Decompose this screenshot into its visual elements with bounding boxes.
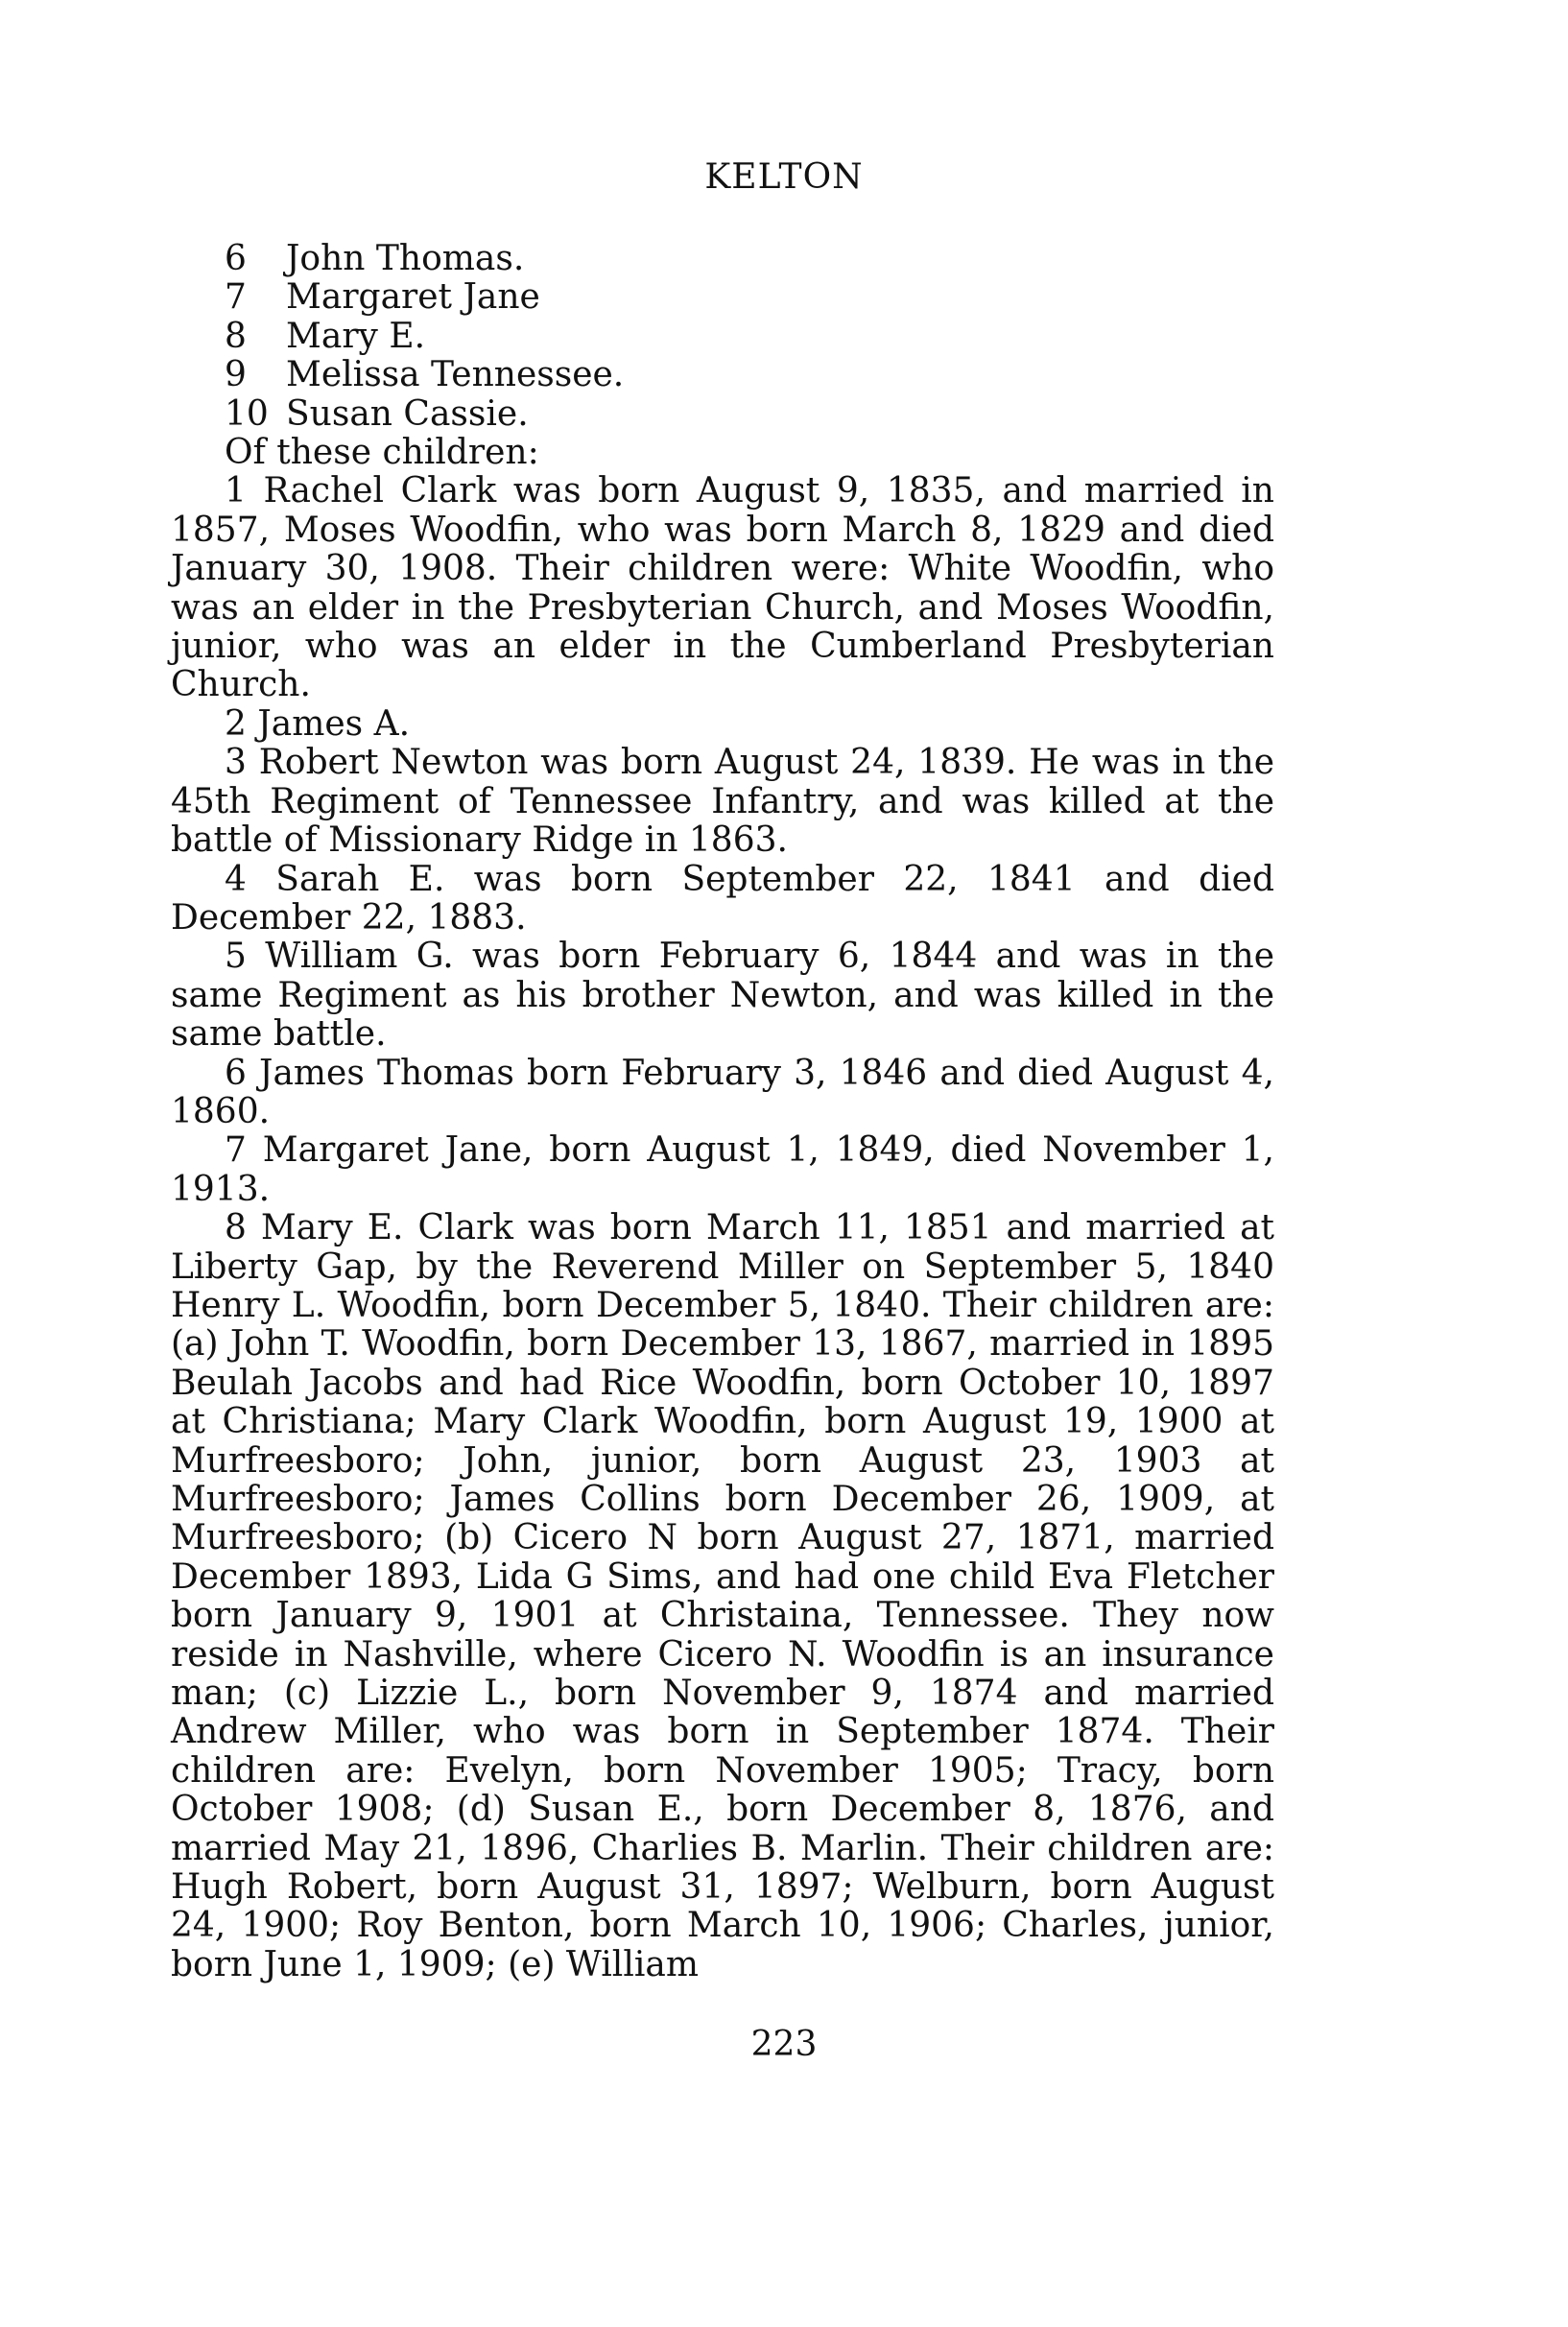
list-item-number: 7 xyxy=(225,277,247,318)
list-item-name: Mary E. xyxy=(286,316,426,356)
list-item-number: 10 xyxy=(225,393,269,434)
paragraph: 4 Sarah E. was born September 22, 1841 and died December 22, 1883. xyxy=(171,859,1274,938)
list-item xyxy=(171,240,1274,278)
list-item-number: 9 xyxy=(225,355,247,395)
list-item xyxy=(171,278,1274,317)
intro-line: Of these children: xyxy=(225,433,539,473)
running-header: KELTON xyxy=(704,157,864,197)
list-item-number: 6 xyxy=(225,239,247,278)
list-item xyxy=(171,318,1274,356)
list-item-name: John Thomas. xyxy=(286,239,525,278)
list-item-name: Melissa Tennessee. xyxy=(286,355,625,395)
list-item xyxy=(171,395,1274,434)
list-item-number: 8 xyxy=(225,316,247,356)
list-item-name: Susan Cassie. xyxy=(286,393,529,434)
body-text xyxy=(171,240,1274,1984)
paragraph: 6 James Thomas born February 3, 1846 and died August 4, 1860. xyxy=(171,1053,1274,1131)
list-item-name: Margaret Jane xyxy=(286,277,540,318)
paragraph: 2 James A. xyxy=(225,703,411,744)
paragraph: 3 Robert Newton was born August 24, 1839. He was in the 45th Regiment of Tennessee Infantry, and was killed at the battle of Missionary Ridge in 1863. xyxy=(171,743,1274,861)
page-number: 223 xyxy=(750,2025,818,2064)
paragraph: 1 Rachel Clark was born August 9, 1835, and married in 1857, Moses Woodfin, who was born March 8, 1829 and died January 30, 1908. Their children were: White Woodfin, who was an elder in the Presbyterian Church, and Moses Woodfin, junior, who was an elder in the Cumberland Presbyterian Church. xyxy=(171,471,1274,705)
paragraph: 8 Mary E. Clark was born March 11, 1851 and married at Liberty Gap, by the Reverend Miller on September 5, 1840 Henry L. Woodfin, born December 5, 1840. Their children are: (a) John T. Woodfin, born December 13, 1867, married in 1895 Beulah Jacobs and had Rice Woodfin, born October 10, 1897 at Christiana; Mary Clark Woodfin, born August 19, 1900 at Murfreesboro; John, junior, born August 23, 1903 at Murfreesboro; James Collins born December 26, 1909, at Murfreesboro; (b) Cicero N born August 27, 1871, married December 1893, Lida G Sims, and had one child Eva Fletcher born January 9, 1901 at Christaina, Tennessee. They now reside in Nashville, where Cicero N. Woodfin is an insurance man; (c) Lizzie L., born November 9, 1874 and married Andrew Miller, who was born in September 1874. Their children are: Evelyn, born November 1905; Tracy, born October 1908; (d) Susan E., born December 8, 1876, and married May 21, 1896, Charlies B. Marlin. Their children are: Hugh Robert, born August 31, 1897; Welburn, born August 24, 1900; Roy Benton, born March 10, 1906; Charles, junior, born June 1, 1909; (e) William xyxy=(171,1208,1274,1984)
paragraph: 5 William G. was born February 6, 1844 and was in the same Regiment as his brother Newton, and was killed in the same battle. xyxy=(171,937,1274,1055)
paragraph: 7 Margaret Jane, born August 1, 1849, died November 1, 1913. xyxy=(171,1130,1274,1209)
list-item xyxy=(171,356,1274,394)
